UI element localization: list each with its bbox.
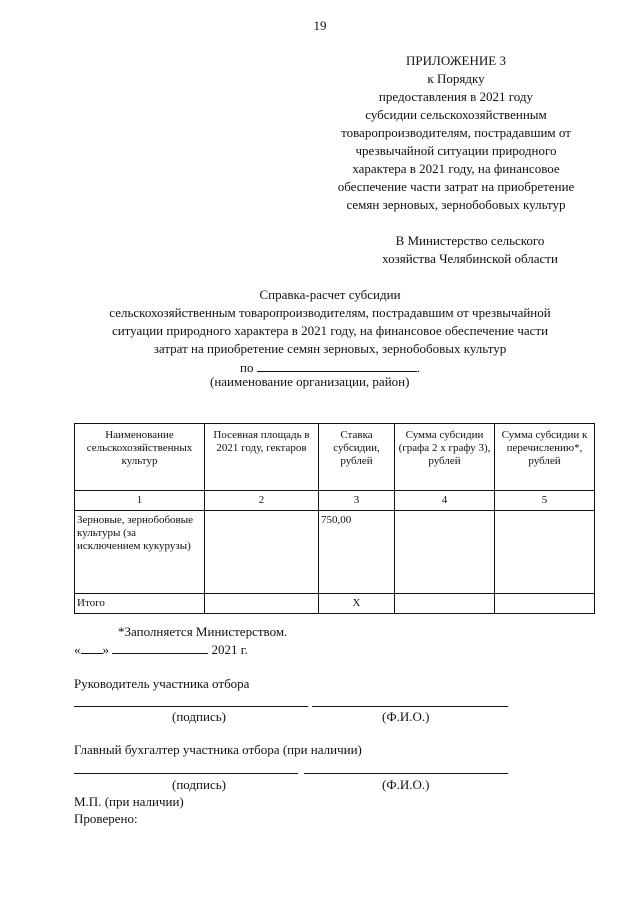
total-label-cell: Итого <box>75 594 205 614</box>
day-blank[interactable] <box>81 641 103 654</box>
appendix-line: предоставления в 2021 году <box>378 89 534 104</box>
heading-line: сельскохозяйственным товаропроизводителям, пострадавшим от чрезвычайной <box>109 305 551 320</box>
appendix-line: обеспечение части затрат на приобретение <box>337 179 575 194</box>
date-year: 2021 г. <box>211 642 248 657</box>
accountant-name-line[interactable] <box>304 773 508 774</box>
head-name-line[interactable] <box>312 706 508 707</box>
accountant-signature-line[interactable] <box>74 773 298 774</box>
appendix-line: к Порядку <box>427 71 485 86</box>
date-open-quote: « <box>74 642 81 657</box>
column-number: 3 <box>319 491 395 511</box>
header-subsidy-sum: Сумма субсидии (графа 2 х графу 3), рублей <box>395 424 495 491</box>
organization-blank[interactable] <box>257 358 417 372</box>
organization-field-line: по . <box>240 360 420 375</box>
column-number: 4 <box>395 491 495 511</box>
header-subsidy-transfer: Сумма субсидии к перечислению*, рублей <box>495 424 595 491</box>
total-transfer-cell[interactable] <box>495 594 595 614</box>
organization-caption: (наименование организации, район) <box>210 374 410 389</box>
header-subsidy-rate: Ставка субсидии, рублей <box>319 424 395 491</box>
crop-name-cell: Зерновые, зернобобовые культуры (за исключением кукурузы) <box>75 511 205 594</box>
subsidy-sum-cell[interactable] <box>395 511 495 594</box>
accountant-name-caption: (Ф.И.О.) <box>382 777 430 792</box>
total-row <box>75 594 595 614</box>
appendix-line: характера в 2021 году, на финансовое <box>352 161 560 176</box>
footnote: *Заполняется Министерством. <box>118 624 288 639</box>
head-label: Руководитель участника отбора <box>74 676 250 691</box>
head-name-caption: (Ф.И.О.) <box>382 709 430 724</box>
po-label: по <box>240 360 254 375</box>
month-blank[interactable] <box>112 641 208 654</box>
recipient-block <box>340 232 600 268</box>
column-number: 5 <box>495 491 595 511</box>
total-sum-cell[interactable] <box>395 594 495 614</box>
recipient-line: хозяйства Челябинской области <box>382 251 558 266</box>
subsidy-rate-cell: 750,00 <box>319 511 395 594</box>
page-number: 19 <box>313 18 327 33</box>
date-line <box>74 641 248 658</box>
appendix-line: семян зерновых, зернобобовых культур <box>346 197 566 212</box>
total-rate-cell: Х <box>319 594 395 614</box>
stamp-label: М.П. (при наличии) <box>74 794 184 809</box>
appendix-line: чрезвычайной ситуации природного <box>355 143 557 158</box>
accountant-label: Главный бухгалтер участника отбора (при наличии) <box>74 742 362 757</box>
header-crop-name: Наименование сельскохозяйственных культур <box>75 424 205 491</box>
heading-line: затрат на приобретение семян зерновых, зернобобовых культур <box>153 341 507 356</box>
appendix-title: ПРИЛОЖЕНИЕ 3 <box>406 53 506 68</box>
column-number: 2 <box>205 491 319 511</box>
recipient-line: В Министерство сельского <box>395 233 545 248</box>
head-signature-line[interactable] <box>74 706 308 707</box>
sown-area-cell[interactable] <box>205 511 319 594</box>
date-close-quote: » <box>102 642 109 657</box>
document-heading <box>60 286 600 377</box>
subsidy-transfer-cell[interactable] <box>495 511 595 594</box>
header-sown-area: Посевная площадь в 2021 году, гектаров <box>205 424 319 491</box>
table-row <box>75 511 595 594</box>
table-header-row <box>75 424 595 491</box>
appendix-block <box>300 52 612 214</box>
checked-label: Проверено: <box>74 811 138 826</box>
column-number: 1 <box>75 491 205 511</box>
head-signature-caption: (подпись) <box>172 709 226 724</box>
appendix-line: субсидии сельскохозяйственным <box>365 107 547 122</box>
total-area-cell[interactable] <box>205 594 319 614</box>
column-number-row <box>75 491 595 511</box>
subsidy-table <box>74 423 595 614</box>
appendix-line: товаропроизводителям, пострадавшим от <box>341 125 571 140</box>
heading-line: ситуации природного характера в 2021 году, на финансовое обеспечение части <box>111 323 549 338</box>
accountant-signature-caption: (подпись) <box>172 777 226 792</box>
heading-title: Справка-расчет субсидии <box>259 287 401 302</box>
